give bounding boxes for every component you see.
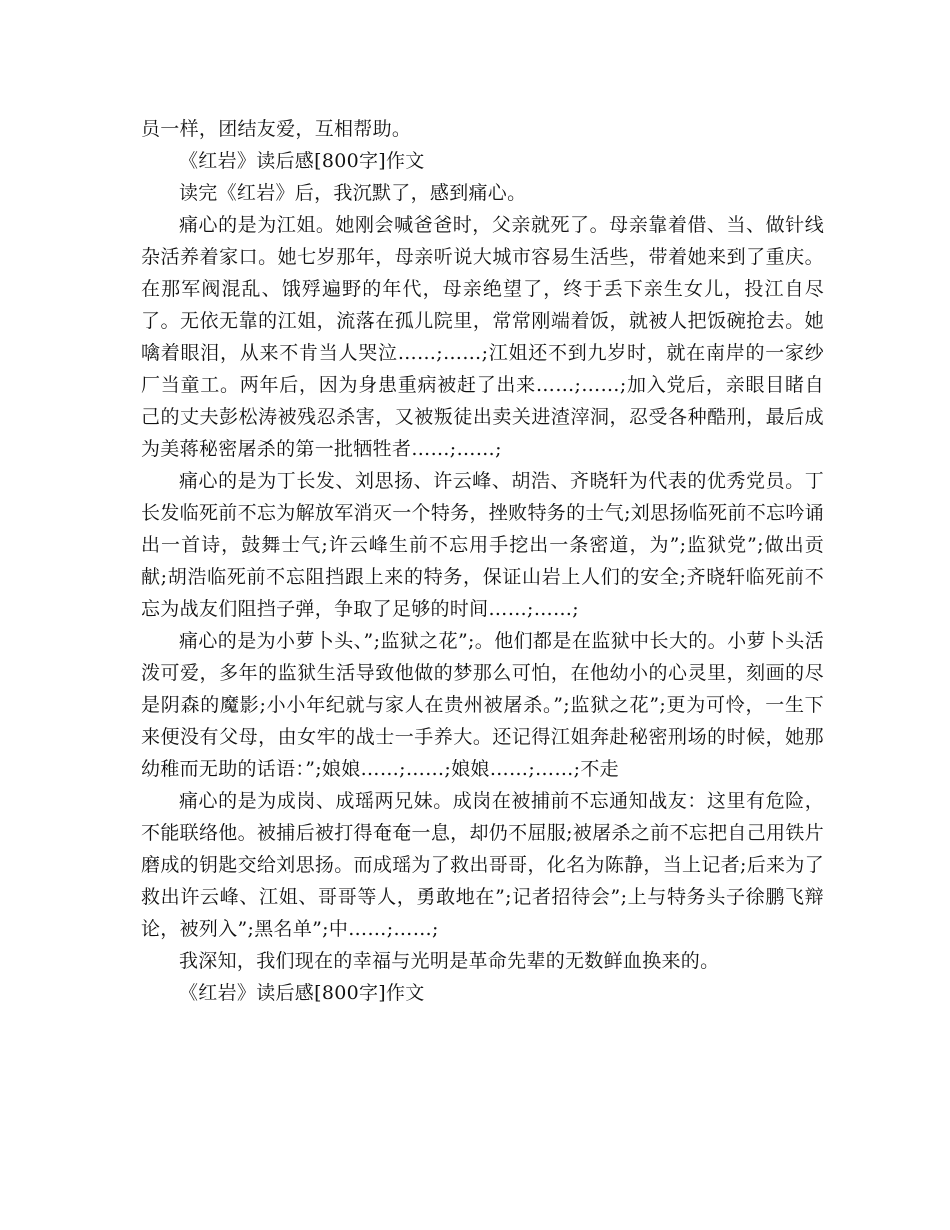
paragraph-siblings: 痛心的是为成岗、成瑶两兄妹。成岗在被捕前不忘通知战友：这里有危险，不能联络他。被捕后被打得奄奄一息，却仍不屈服;被屠杀之前不忘把自己用铁片磨成的钥匙交给刘思扬。而成瑶为了救出哥哥，化名为陈静，当上记者;后来为了救出许云峰、江姐、哥哥等人，勇敢地在”;记者招待会”;上与特务头子徐鹏飞辩论，被列入”;黑名单”;中……;……; bbox=[141, 790, 824, 940]
essay-title: 《红岩》读后感[800字]作文 bbox=[179, 150, 425, 172]
paragraph-conclusion: 我深知，我们现在的幸福与光明是革命先辈的无数鲜血换来的。 bbox=[179, 950, 720, 972]
paragraph-intro: 读完《红岩》后，我沉默了，感到痛心。 bbox=[179, 182, 527, 204]
paragraph-children: 痛心的是为小萝卜头、”;监狱之花”;。他们都是在监狱中长大的。小萝卜头活泼可爱，多年的监狱生活导致他做的梦那么可怕，在他幼小的心灵里，刻画的尽是阴森的魔影;小小年纪就与家人在贵州被屠杀。”;监狱之花”;更为可怜，一生下来便没有父母，由女牢的战士一手养大。还记得江姐奔赴秘密刑场的时候，她那幼稚而无助的话语：”;娘娘……;……;娘娘……;……;不走 bbox=[141, 630, 824, 780]
essay-title-next: 《红岩》读后感[800字]作文 bbox=[179, 982, 425, 1004]
paragraph-party-members: 痛心的是为丁长发、刘思扬、许云峰、胡浩、齐晓轩为代表的优秀党员。丁长发临死前不忘为解放军消灭一个特务，挫败特务的士气;刘思扬临死前不忘吟诵出一首诗，鼓舞士气;许云峰生前不忘用手挖出一条密道，为”;监狱党”;做出贡献;胡浩临死前不忘阻挡跟上来的特务，保证山岩上人们的安全;齐晓轩临死前不忘为战友们阻挡子弹，争取了足够的时间……;……; bbox=[141, 470, 824, 620]
paragraph-continuation: 员一样，团结友爱，互相帮助。 bbox=[141, 118, 412, 140]
document-body bbox=[141, 113, 824, 1009]
paragraph-jiangjie: 痛心的是为江姐。她刚会喊爸爸时，父亲就死了。母亲靠着借、当、做针线杂活养着家口。她七岁那年，母亲听说大城市容易生活些，带着她来到了重庆。在那军阀混乱、饿殍遍野的年代，母亲绝望了，终于丢下亲生女儿，投江自尽了。无依无靠的江姐，流落在孤儿院里，常常刚端着饭，就被人把饭碗抢去。她噙着眼泪，从来不肯当人哭泣……;……;江姐还不到九岁时，就在南岸的一家纱厂当童工。两年后，因为身患重病被赶了出来……;……;加入党后，亲眼目睹自己的丈夫彭松涛被残忍杀害，又被叛徒出卖关进渣滓洞，忍受各种酷刑，最后成为美蒋秘密屠杀的第一批牺牲者……;……; bbox=[141, 214, 824, 460]
